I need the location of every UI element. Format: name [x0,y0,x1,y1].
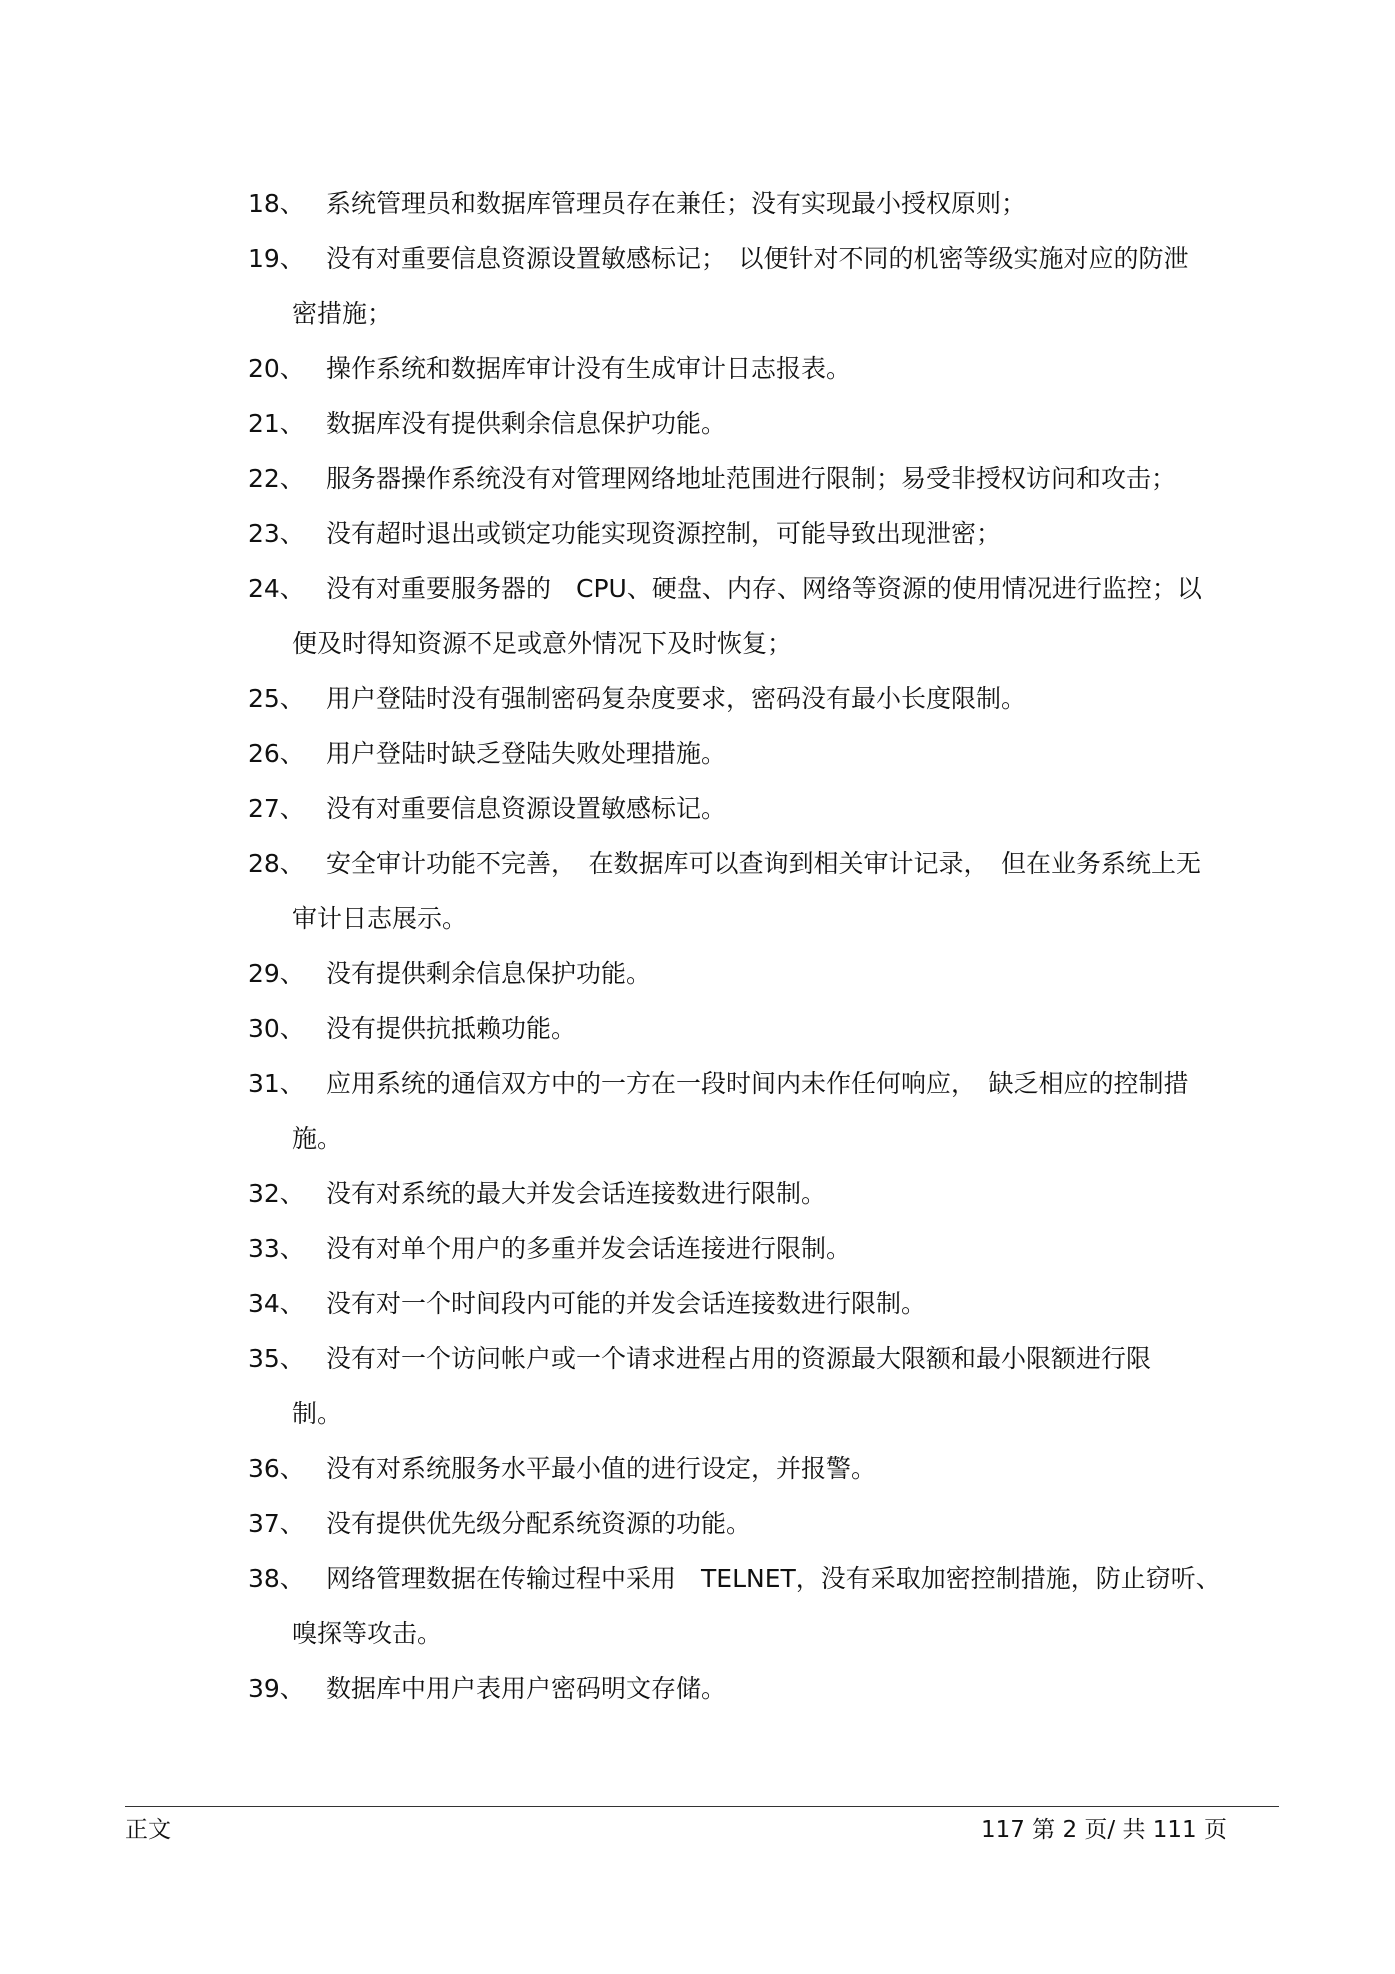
item-number: 23、 [248,519,305,548]
list-item [248,1056,1268,1166]
item-number: 36、 [248,1454,305,1483]
list-item [248,726,1268,781]
item-text-continuation: 密措施； [292,299,393,328]
item-text: 应用系统的通信双方中的一方在一段时间内未作任何响应， 缺乏相应的控制措 [326,1069,1189,1098]
item-text-continuation: 制。 [292,1399,343,1428]
item-text-continuation: 嗅探等攻击。 [292,1619,443,1648]
item-text: 没有超时退出或锁定功能实现资源控制，可能导致出现泄密； [326,519,1002,548]
item-text: 操作系统和数据库审计没有生成审计日志报表。 [326,354,852,383]
list-item [248,671,1268,726]
item-number: 31、 [248,1069,305,1098]
item-text: 没有提供剩余信息保护功能。 [326,959,652,988]
footer-section-label: 正文 [125,1817,171,1843]
issue-list [248,176,1268,1716]
list-item [248,341,1268,396]
item-number: 24、 [248,574,305,603]
list-item [248,451,1268,506]
footer-divider [125,1806,1279,1807]
list-item [248,946,1268,1001]
item-number: 18、 [248,189,305,218]
list-item [248,231,1268,341]
item-text: 系统管理员和数据库管理员存在兼任；没有实现最小授权原则； [326,189,1027,218]
item-text: 没有对一个时间段内可能的并发会话连接数进行限制。 [326,1289,927,1318]
item-number: 37、 [248,1509,305,1538]
list-item [248,1001,1268,1056]
list-item [248,781,1268,836]
item-text: 没有提供抗抵赖功能。 [326,1014,577,1043]
item-text: 服务器操作系统没有对管理网络地址范围进行限制；易受非授权访问和攻击； [326,464,1177,493]
item-text: 没有对一个访问帐户或一个请求进程占用的资源最大限额和最小限额进行限 [326,1344,1152,1373]
item-number: 26、 [248,739,305,768]
list-item [248,396,1268,451]
item-text: 安全审计功能不完善， 在数据库可以查询到相关审计记录， 但在业务系统上无 [326,849,1202,878]
item-number: 35、 [248,1344,305,1373]
item-text: 用户登陆时缺乏登陆失败处理措施。 [326,739,727,768]
list-item [248,506,1268,561]
item-text: 网络管理数据在传输过程中采用 TELNET，没有采取加密控制措施，防止窃听、 [326,1564,1221,1593]
item-number: 38、 [248,1564,305,1593]
list-item [248,1331,1268,1441]
list-item [248,1496,1268,1551]
item-number: 22、 [248,464,305,493]
item-text: 没有对重要服务器的 CPU、硬盘、内存、网络等资源的使用情况进行监控；以 [326,574,1202,603]
item-number: 39、 [248,1674,305,1703]
list-item [248,836,1268,946]
item-number: 30、 [248,1014,305,1043]
item-text: 没有对系统的最大并发会话连接数进行限制。 [326,1179,827,1208]
item-text-continuation: 施。 [292,1124,343,1153]
item-text: 没有提供优先级分配系统资源的功能。 [326,1509,752,1538]
item-text: 没有对单个用户的多重并发会话连接进行限制。 [326,1234,852,1263]
item-number: 32、 [248,1179,305,1208]
item-number: 29、 [248,959,305,988]
item-number: 25、 [248,684,305,713]
list-item [248,1221,1268,1276]
item-number: 34、 [248,1289,305,1318]
item-number: 20、 [248,354,305,383]
list-item [248,176,1268,231]
item-text: 没有对系统服务水平最小值的进行设定，并报警。 [326,1454,877,1483]
item-number: 27、 [248,794,305,823]
item-text: 数据库没有提供剩余信息保护功能。 [326,409,727,438]
item-text: 没有对重要信息资源设置敏感标记； 以便针对不同的机密等级实施对应的防泄 [326,244,1189,273]
item-text: 数据库中用户表用户密码明文存储。 [326,1674,727,1703]
item-text-continuation: 便及时得知资源不足或意外情况下及时恢复； [292,629,793,658]
item-number: 33、 [248,1234,305,1263]
list-item [248,1166,1268,1221]
item-text: 用户登陆时没有强制密码复杂度要求，密码没有最小长度限制。 [326,684,1027,713]
list-item [248,1441,1268,1496]
item-text: 没有对重要信息资源设置敏感标记。 [326,794,727,823]
item-number: 19、 [248,244,305,273]
item-text-continuation: 审计日志展示。 [292,904,468,933]
footer-page-number: 117 第 2 页/ 共 111 页 [980,1817,1227,1843]
list-item [248,1661,1268,1716]
list-item [248,1276,1268,1331]
item-number: 28、 [248,849,305,878]
item-number: 21、 [248,409,305,438]
list-item [248,1551,1268,1661]
list-item [248,561,1268,671]
